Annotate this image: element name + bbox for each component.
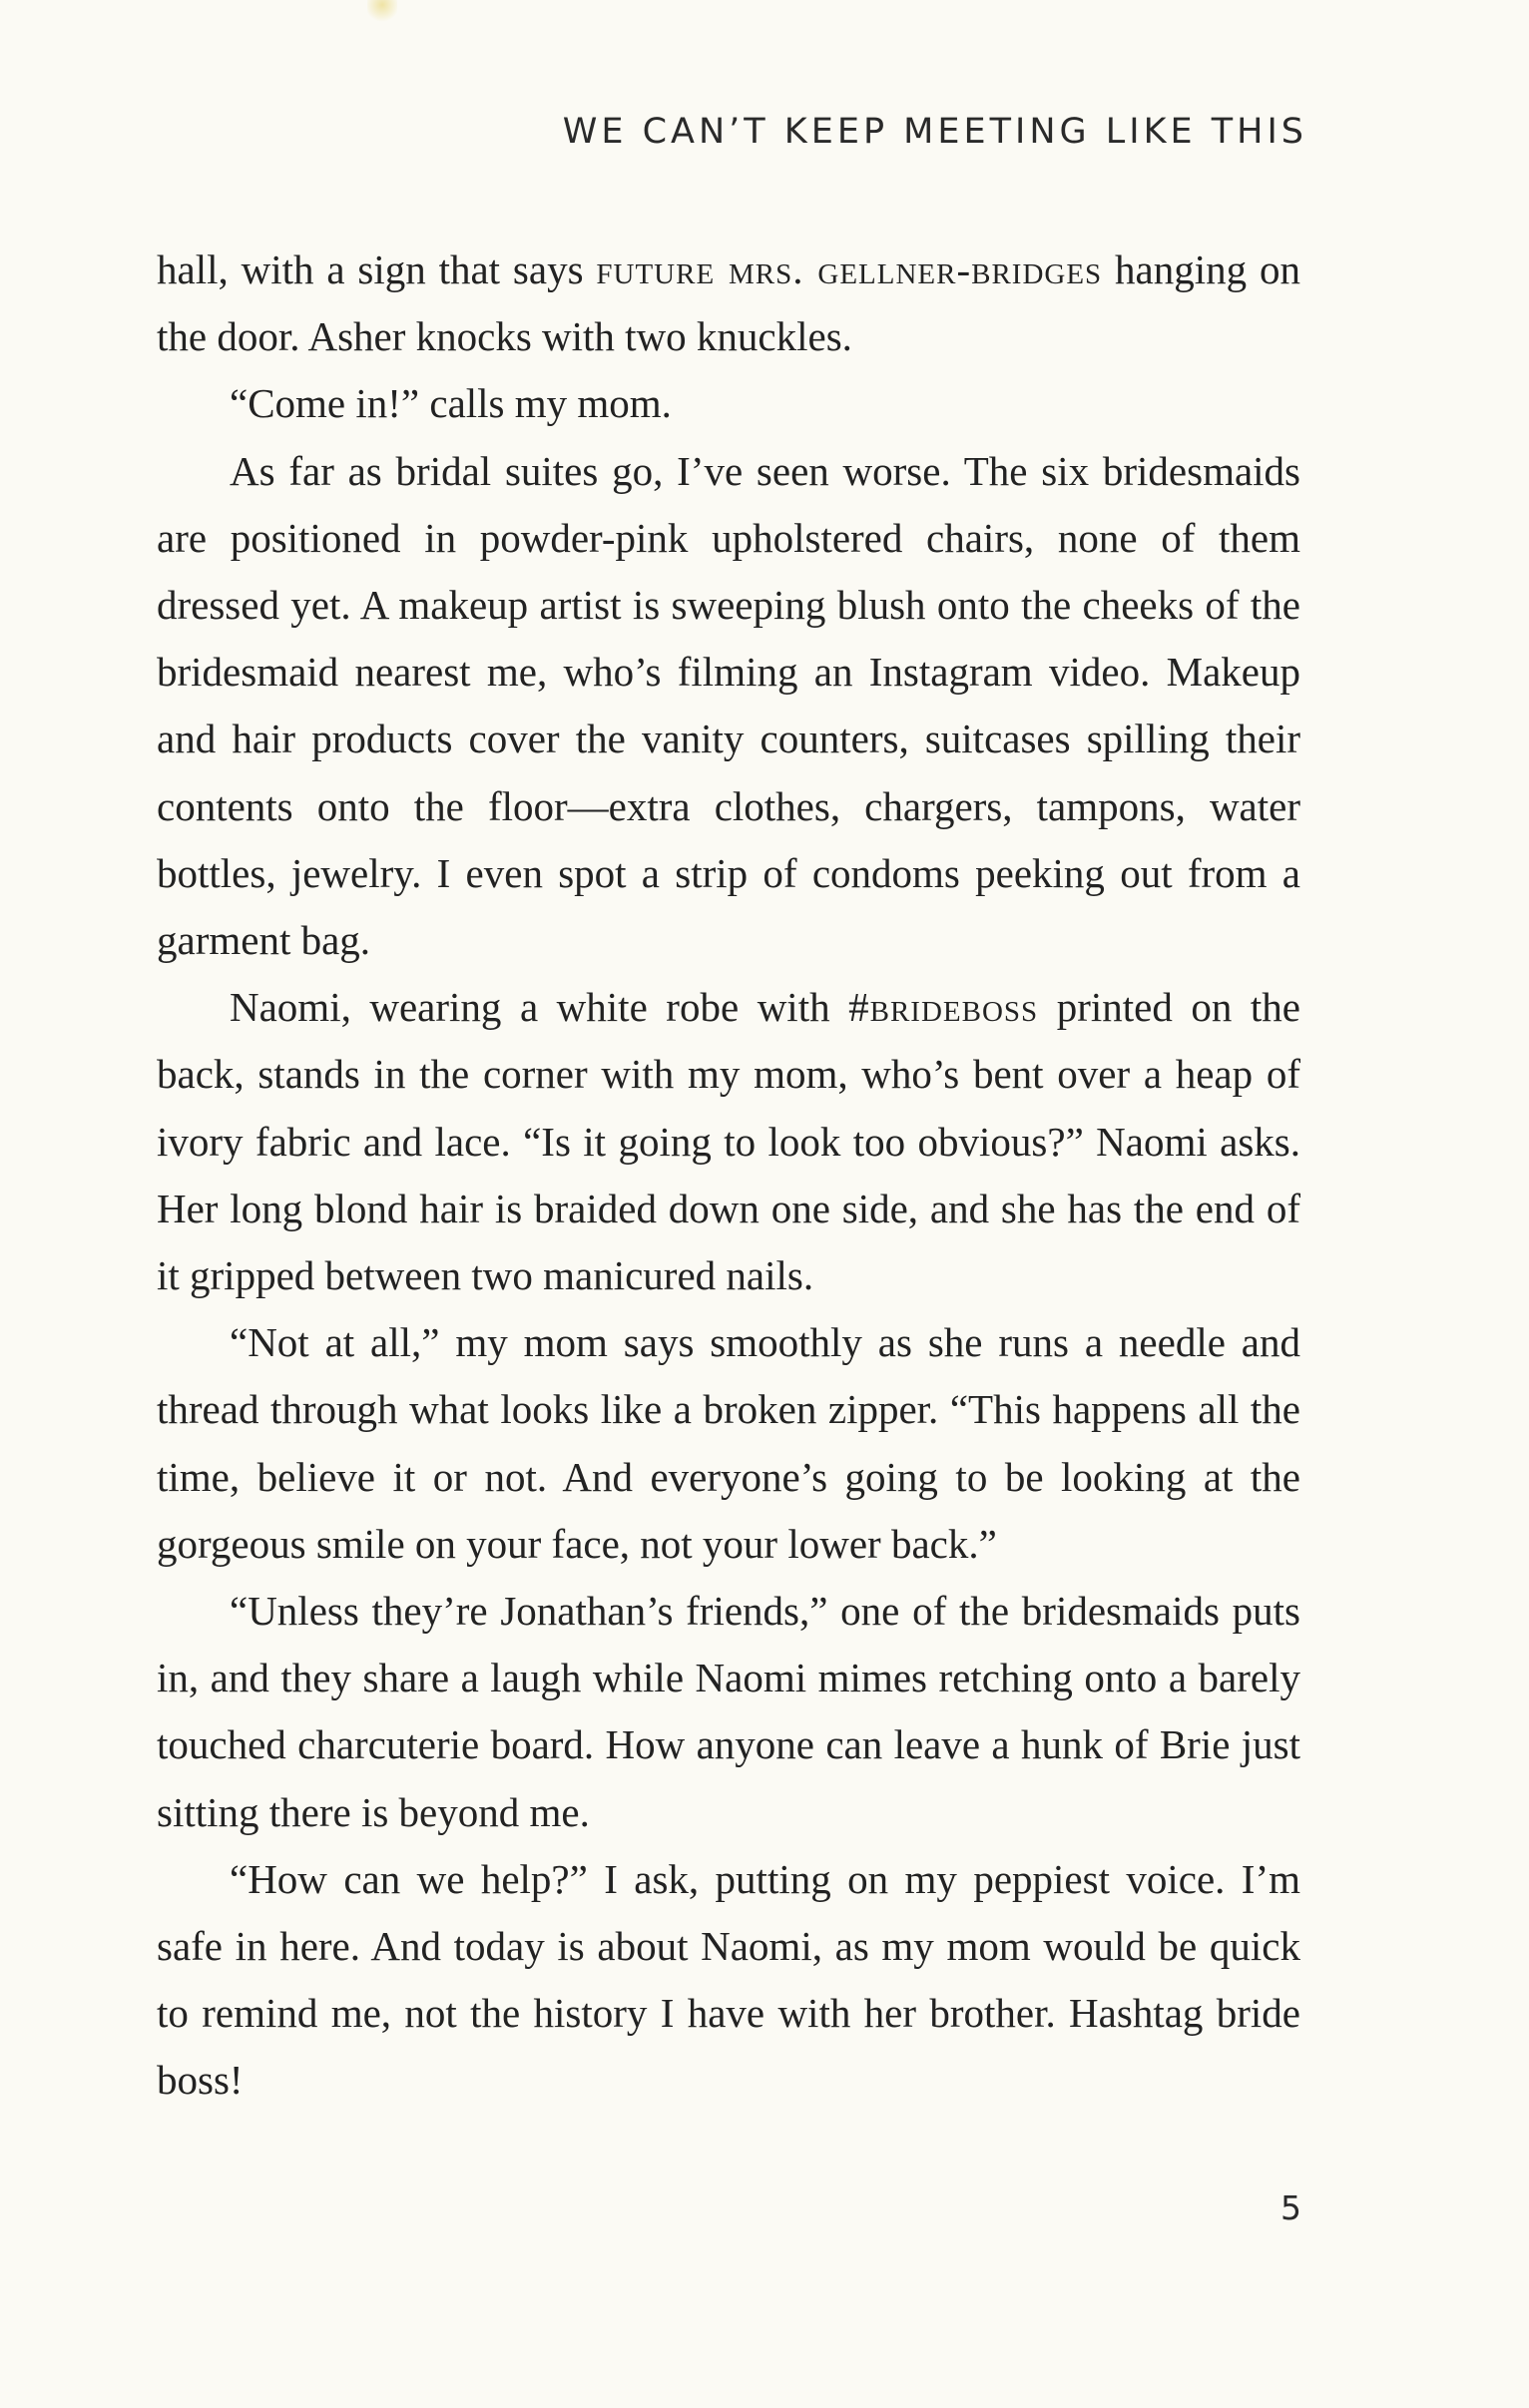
running-head: WE CAN’T KEEP MEETING LIKE THIS (562, 112, 1307, 152)
paragraph-1-start: hall, with a sign that says (157, 246, 597, 292)
paragraph-7: “How can we help?” I ask, putting on my peppiest voice. I’m safe in here. And today is about Naomi, as my mom would be quick to remind me, not the history I have with her brother. Hashtag bride boss! (157, 1855, 1300, 2104)
paragraph-6: “Unless they’re Jonathan’s friends,” one of the bridesmaids puts in, and they share a laugh while Naomi mimes retching onto a barely touched charcuterie board. How anyone can leave a hunk of Brie just sitting there is beyond me. (157, 1588, 1300, 1835)
paragraph-3: As far as bridal suites go, I’ve seen worse. The six bridesmaids are positioned in powder-pink upholstered chairs, none of them dressed yet. A makeup artist is sweeping blush onto the cheeks of the bridesmaid nearest me, who’s filming an Instagram video. Makeup and hair products cover the vanity counters, suitcases spilling their contents onto the floor—extra clothes, chargers, tampons, water bottles, jewelry. I even spot a strip of condoms peeking out from a garment bag. (157, 447, 1300, 964)
paragraph-1-end: hanging on the door. Asher knocks with two knuckles. (157, 246, 1300, 360)
page-number: 5 (1280, 2188, 1301, 2227)
body-text (157, 237, 1300, 2115)
hashtag-text: #brideboss (848, 984, 1039, 1031)
paragraph-4 (157, 974, 1300, 1309)
paragraph-4-start: Naomi, wearing a white robe with (230, 984, 849, 1031)
paragraph-5: “Not at all,” my mom says smoothly as she runs a needle and thread through what looks like a broken zipper. “This happens all the time, believe it or not. And everyone’s going to be looking at the gorgeous smile on your face, not your lower back.” (157, 1319, 1300, 1567)
paragraph-1 (157, 237, 1300, 370)
sign-text: future mrs. gellner-bridges (596, 246, 1103, 292)
paragraph-4-end: printed on the back, stands in the corner with my mom, who’s bent over a heap of ivory fabric and lace. “Is it going to look too obvious?” Naomi asks. Her long blond hair is braided down one side, and she has the end of it gripped between two manicured nails. (157, 984, 1300, 1299)
paragraph-2: “Come in!” calls my mom. (230, 380, 672, 427)
paper-stain (367, 0, 397, 24)
